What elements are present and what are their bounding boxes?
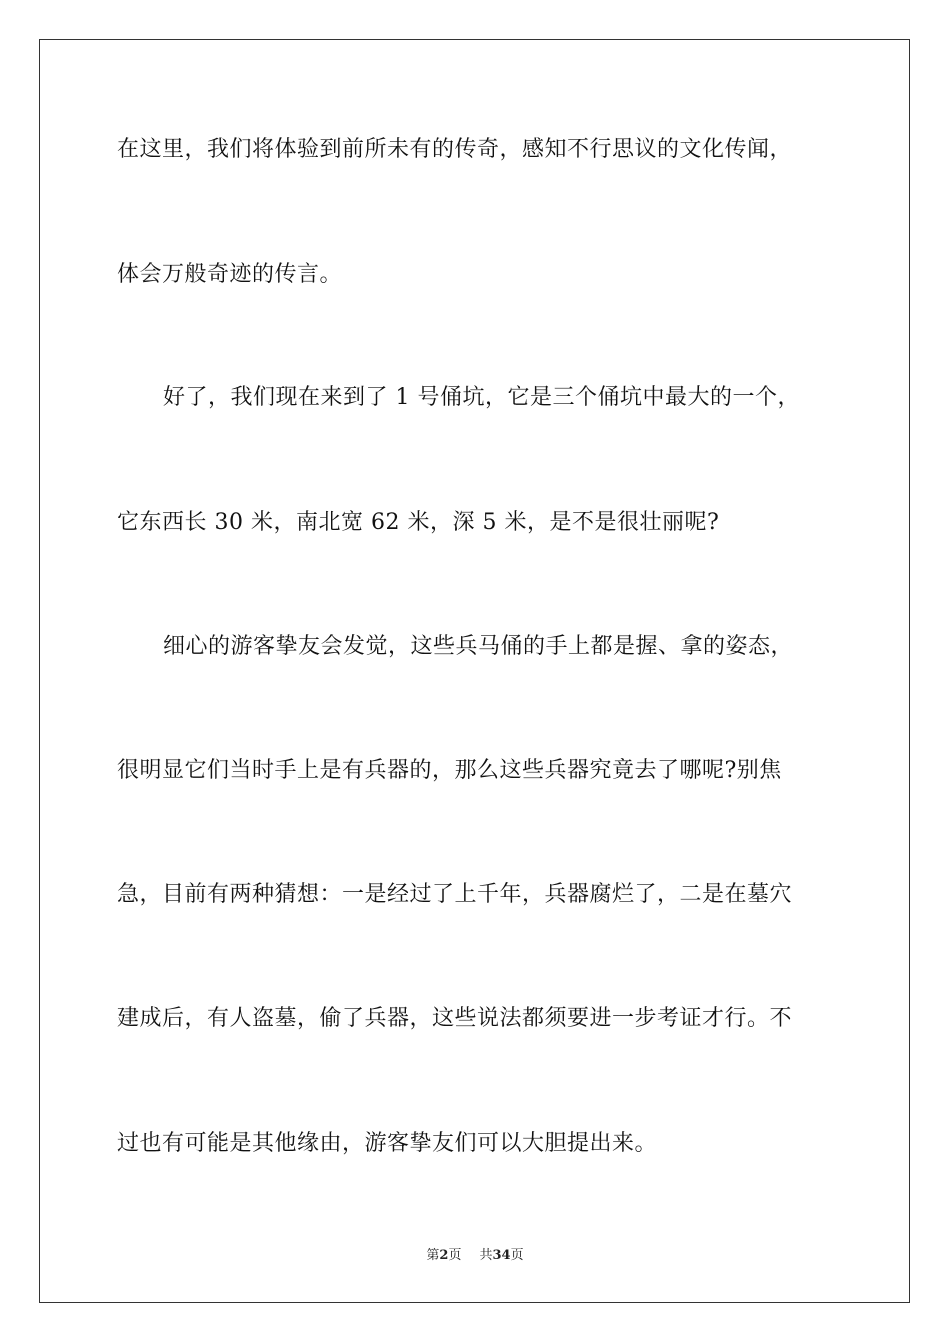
total-pages-number: 34 (492, 1248, 511, 1263)
page-footer (0, 1247, 950, 1265)
paragraph-3-line-3: 急，目前有两种猜想：一是经过了上千年，兵器腐烂了，二是在墓穴 (117, 882, 793, 907)
page-prefix: 第 (426, 1248, 440, 1263)
current-page-number: 2 (439, 1248, 449, 1263)
page-frame (39, 39, 910, 1303)
total-suffix: 页 (510, 1248, 524, 1263)
total-prefix: 共 (479, 1248, 493, 1263)
text-line-2: 体会万般奇迹的传言。 (117, 262, 343, 287)
paragraph-2-line-2: 它东西长 30 米，南北宽 62 米，深 5 米，是不是很壮丽呢? (117, 510, 720, 535)
paragraph-3-line-5: 过也有可能是其他缘由，游客挚友们可以大胆提出来。 (117, 1131, 658, 1156)
paragraph-3-line-4: 建成后，有人盗墓，偷了兵器，这些说法都须要进一步考证才行。不 (117, 1006, 793, 1031)
paragraph-2-line-1: 好了，我们现在来到了 1 号俑坑，它是三个俑坑中最大的一个， (163, 385, 800, 410)
page-suffix: 页 (448, 1248, 462, 1263)
paragraph-3-line-2: 很明显它们当时手上是有兵器的，那么这些兵器究竟去了哪呢?别焦 (117, 758, 782, 783)
text-line-1: 在这里，我们将体验到前所未有的传奇，感知不行思议的文化传闻， (117, 137, 793, 162)
paragraph-3-line-1: 细心的游客挚友会发觉，这些兵马俑的手上都是握、拿的姿态， (163, 634, 794, 659)
